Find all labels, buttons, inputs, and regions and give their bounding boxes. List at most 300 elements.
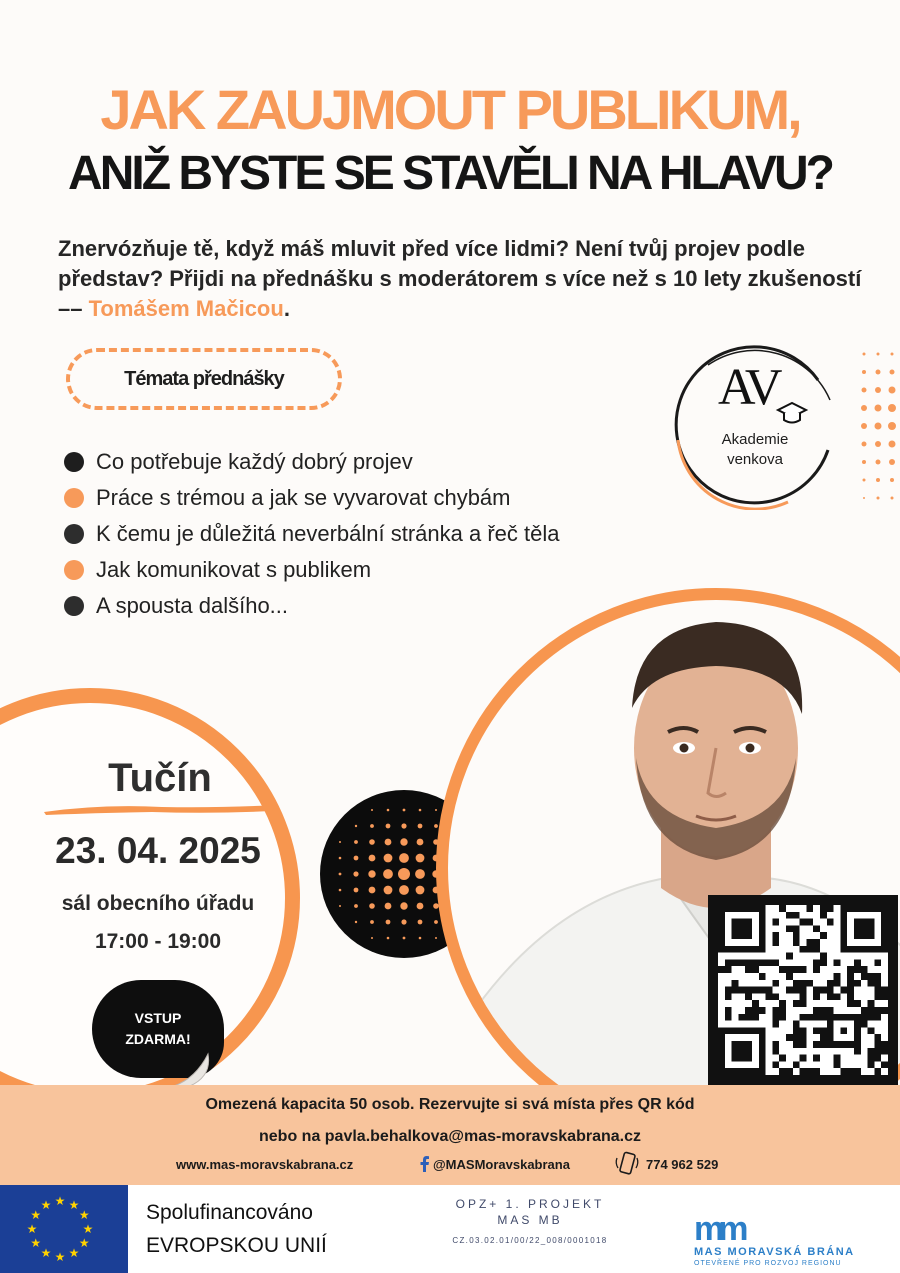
qr-module: [874, 1048, 881, 1055]
qr-module: [806, 1068, 813, 1075]
qr-module: [752, 966, 759, 973]
speaker-name: Tomášem Mačicou: [88, 296, 284, 321]
qr-module: [813, 987, 820, 994]
event-place: Tučín: [108, 756, 212, 800]
qr-module: [786, 1034, 793, 1041]
qr-module: [786, 912, 793, 919]
qr-module: [881, 1048, 888, 1055]
eu-star: ★: [40, 1246, 52, 1261]
qr-module: [854, 919, 874, 939]
event-time: 17:00 - 19:00: [94, 930, 222, 953]
qr-module: [847, 966, 854, 973]
qr-module: [813, 959, 820, 966]
qr-module: [793, 1041, 800, 1048]
qr-module: [793, 1061, 800, 1068]
qr-module: [834, 973, 841, 980]
qr-module: [868, 1048, 875, 1055]
halftone-dot: [383, 869, 393, 879]
badge-line1: VSTUP: [134, 1010, 182, 1026]
qr-module: [772, 932, 779, 939]
qr-module: [806, 939, 813, 946]
halftone-dot: [400, 902, 407, 909]
halftone-dot: [354, 840, 358, 844]
halftone-dot: [434, 920, 438, 924]
qr-module: [813, 1041, 820, 1048]
list-item: [64, 516, 559, 552]
qr-module: [820, 987, 827, 994]
eu-line2: EVROPSKOU UNIÍ: [146, 1234, 327, 1257]
halftone-dot: [418, 920, 423, 925]
eu-flag: [0, 1185, 128, 1273]
qr-module: [820, 932, 827, 939]
qr-module: [813, 939, 820, 946]
qr-module: [793, 1021, 800, 1028]
qr-module: [772, 1061, 779, 1068]
opz-line1: OPZ+ 1. PROJEKT: [455, 1197, 605, 1211]
qr-module: [772, 1007, 779, 1014]
phone-icon: [614, 1150, 640, 1176]
qr-module: [772, 1014, 779, 1021]
qr-module: [820, 1041, 827, 1048]
qr-module: [779, 905, 786, 912]
qr-module: [874, 1041, 881, 1048]
logo-line1: Akademie: [721, 431, 789, 448]
qr-module: [813, 925, 820, 932]
qr-module: [793, 987, 800, 994]
halftone-dot: [415, 869, 425, 879]
brush-underline: [42, 800, 278, 818]
qr-module: [752, 1014, 759, 1021]
qr-module: [813, 1027, 820, 1034]
halftone-dot: [386, 824, 391, 829]
qr-module: [759, 987, 766, 994]
qr-module: [881, 1061, 888, 1068]
qr-module: [874, 1014, 881, 1021]
halftone-dot: [416, 854, 425, 863]
qr-module: [772, 1041, 779, 1048]
qr-module: [800, 1055, 807, 1062]
qr-module: [861, 973, 868, 980]
qr-module: [827, 905, 834, 912]
qr-module: [759, 1007, 766, 1014]
halftone-dot: [385, 903, 392, 910]
halftone-dot: [403, 937, 406, 940]
opz-registration-code: CZ.03.02.01/00/22_008/0001018: [452, 1236, 608, 1245]
halftone-dot: [417, 839, 424, 846]
halftone-dot: [399, 885, 409, 895]
qr-module: [800, 1027, 807, 1034]
qr-module: [786, 1068, 793, 1075]
topics-list: [64, 444, 559, 624]
halftone-dot: [339, 857, 342, 860]
qr-module: [834, 1061, 841, 1068]
qr-module: [745, 1007, 752, 1014]
list-item: [64, 444, 559, 480]
qr-module: [813, 946, 820, 953]
list-item-label: K čemu je důležitá neverbální stránka a řeč těla: [96, 521, 560, 546]
qr-module: [732, 1041, 752, 1061]
qr-module: [854, 959, 861, 966]
qr-module: [874, 1007, 881, 1014]
qr-module: [752, 1007, 759, 1014]
reservation-email-text[interactable]: nebo na pavla.behalkova@mas-moravskabrana.cz: [259, 1128, 641, 1145]
halftone-dot: [398, 868, 410, 880]
qr-module: [840, 1068, 847, 1075]
halftone-dot: [354, 856, 359, 861]
halftone-dot: [370, 920, 374, 924]
qr-module: [820, 1034, 827, 1041]
intro-text: Znervózňuje tě, když máš mluvit před více lidmi? Není tvůj projev podle představ? Přijdi na přednášku s moderátorem s více než s 10 lety zkušeností ––: [58, 236, 862, 321]
qr-module: [725, 966, 732, 973]
halftone-dot: [369, 887, 376, 894]
eu-star: ★: [82, 1222, 94, 1236]
eu-cofinanced-text: [146, 1196, 327, 1262]
halftone-dot: [369, 903, 375, 909]
graduation-cap-icon: [778, 403, 806, 423]
eu-line1: Spolufinancováno: [146, 1201, 313, 1224]
event-venue: sál obecního úřadu: [61, 892, 255, 915]
badge-line2: ZDARMA!: [125, 1031, 191, 1047]
qr-module: [793, 939, 800, 946]
eu-star: ★: [54, 1250, 66, 1264]
list-item: [64, 480, 559, 516]
qr-module: [868, 1027, 875, 1034]
qr-module: [772, 980, 779, 987]
halftone-dot: [419, 809, 422, 812]
halftone-dot: [369, 839, 375, 845]
qr-module: [834, 980, 841, 987]
halftone-dot: [387, 809, 390, 812]
opz-project-title: [420, 1196, 640, 1228]
intro-end: .: [283, 296, 290, 321]
qr-module: [745, 993, 752, 1000]
list-item-label: Práce s trémou a jak se vyvarovat chybám: [96, 485, 511, 510]
qr-module: [759, 973, 766, 980]
qr-module: [718, 966, 725, 973]
qr-module: [874, 1068, 881, 1075]
qr-module: [847, 987, 854, 994]
halftone-dot: [387, 937, 390, 940]
qr-module: [834, 1055, 841, 1062]
qr-module: [800, 1068, 807, 1075]
halftone-dot: [371, 937, 373, 939]
halftone-dot: [401, 919, 406, 924]
qr-module: [779, 1014, 786, 1021]
qr-module: [813, 1014, 820, 1021]
headline-line1: JAK ZAUJMOUT PUBLIKUM,: [100, 78, 800, 141]
logo-line2: venkova: [727, 451, 783, 468]
eu-star: ★: [68, 1197, 80, 1212]
logo-name: [700, 430, 810, 470]
halftone-dot: [384, 854, 393, 863]
qr-module: [793, 980, 800, 987]
mas-logo-letter: m: [718, 1210, 745, 1248]
mas-logo-mark: [694, 1212, 744, 1246]
qr-module: [820, 1027, 827, 1034]
qr-module: [800, 919, 807, 926]
qr-module: [779, 1055, 786, 1062]
bullet-dot: [64, 524, 84, 544]
qr-module: [868, 1055, 875, 1062]
qr-module: [752, 987, 759, 994]
qr-module: [827, 980, 834, 987]
qr-module: [732, 980, 739, 987]
halftone-dot: [418, 824, 423, 829]
qr-module: [745, 966, 752, 973]
qr-module: [779, 1000, 786, 1007]
qr-module: [868, 980, 875, 987]
qr-module: [766, 959, 773, 966]
qr-module: [752, 1000, 759, 1007]
halftone-dot: [435, 937, 437, 939]
qr-module: [854, 1048, 861, 1055]
qr-module: [772, 1021, 779, 1028]
qr-module: [806, 919, 813, 926]
halftone-dot: [435, 809, 437, 811]
qr-module: [827, 993, 834, 1000]
bullet-dot: [64, 560, 84, 580]
halftone-dot: [355, 921, 357, 923]
mas-name: MAS MORAVSKÁ BRÁNA: [694, 1246, 855, 1258]
qr-module: [732, 919, 752, 939]
website-link[interactable]: www.mas-moravskabrana.cz: [176, 1157, 354, 1172]
qr-module: [847, 980, 854, 987]
qr-module: [793, 966, 800, 973]
bullet-dot: [64, 488, 84, 508]
opz-line2: MAS MB: [497, 1213, 563, 1227]
qr-module: [813, 1055, 820, 1062]
eu-star: ★: [26, 1222, 38, 1236]
qr-module: [800, 1000, 807, 1007]
halftone-dot: [419, 937, 422, 940]
qr-module: [874, 1055, 881, 1062]
qr-module: [786, 953, 793, 960]
qr-module: [786, 973, 793, 980]
eu-star: ★: [40, 1197, 52, 1212]
qr-module: [854, 1000, 861, 1007]
qr-module: [827, 987, 834, 994]
intro-paragraph: [58, 234, 868, 324]
qr-module: [766, 987, 773, 994]
qr-module: [868, 1014, 875, 1021]
qr-module: [820, 1014, 827, 1021]
qr-module: [847, 1000, 854, 1007]
phone-number[interactable]: 774 962 529: [646, 1157, 719, 1172]
qr-module: [827, 919, 834, 926]
qr-module: [786, 925, 793, 932]
halftone-dot: [353, 871, 358, 876]
qr-module: [800, 1034, 807, 1041]
qr-module: [874, 980, 881, 987]
qr-module: [806, 980, 813, 987]
qr-module: [820, 905, 827, 912]
eu-star: ★: [68, 1246, 80, 1261]
qr-module: [827, 1007, 834, 1014]
qr-module: [800, 946, 807, 953]
qr-module: [800, 966, 807, 973]
mas-logo-letter: m: [694, 1210, 721, 1248]
qr-module: [881, 987, 888, 994]
qr-module: [800, 1041, 807, 1048]
qr-module: [820, 959, 827, 966]
qr-module: [725, 1007, 732, 1014]
topics-heading: Témata přednášky: [66, 348, 342, 410]
qr-module: [813, 1007, 820, 1014]
eu-star: ★: [78, 1208, 90, 1222]
halftone-dot: [417, 903, 424, 910]
halftone-dot: [369, 855, 376, 862]
halftone-dot: [368, 870, 375, 877]
qr-module: [793, 1000, 800, 1007]
qr-module: [793, 912, 800, 919]
qr-module: [868, 1007, 875, 1014]
halftone-dot: [339, 873, 342, 876]
event-date: 23. 04. 2025: [55, 830, 261, 871]
facebook-handle[interactable]: @MASMoravskabrana: [433, 1157, 570, 1172]
halftone-dot: [403, 809, 406, 812]
qr-module: [800, 980, 807, 987]
list-item-label: A spousta dalšího...: [96, 593, 289, 618]
qr-module: [738, 1014, 745, 1021]
qr-module: [854, 966, 861, 973]
qr-module: [779, 1068, 786, 1075]
qr-module: [854, 980, 861, 987]
qr-module: [881, 1041, 888, 1048]
halftone-dot: [416, 886, 425, 895]
qr-module: [861, 1007, 868, 1014]
halftone-dot: [385, 839, 392, 846]
qr-module: [820, 1007, 827, 1014]
qr-module: [861, 1014, 868, 1021]
eu-stars-icon: [0, 1185, 128, 1273]
qr-module: [793, 1027, 800, 1034]
halftone-dot: [339, 905, 341, 907]
decorative-dot-grid-right: [858, 350, 900, 510]
qr-module: [868, 1061, 875, 1068]
qr-module: [793, 932, 800, 939]
qr-module: [874, 993, 881, 1000]
facebook-icon: [418, 1156, 430, 1172]
qr-module: [874, 1034, 881, 1041]
qr-module: [800, 987, 807, 994]
qr-module: [786, 987, 793, 994]
qr-module: [772, 919, 779, 926]
qr-module: [820, 912, 827, 919]
qr-module: [800, 993, 807, 1000]
qr-module: [806, 1014, 813, 1021]
halftone-dot: [386, 920, 391, 925]
qr-module: [813, 1068, 820, 1075]
qr-module: [800, 1014, 807, 1021]
qr-module: [834, 993, 841, 1000]
headline-line2: ANIŽ BYSTE SE STAVĚLI NA HLAVU?: [68, 147, 832, 200]
qr-module: [854, 1068, 861, 1075]
halftone-dot: [370, 824, 374, 828]
badge-peel-corner: [172, 1052, 212, 1088]
halftone-dot: [434, 824, 438, 828]
qr-module: [874, 959, 881, 966]
qr-module: [745, 987, 752, 994]
qr-module: [806, 946, 813, 953]
eu-star: ★: [30, 1208, 42, 1222]
qr-module: [725, 959, 732, 966]
qr-module: [874, 987, 881, 994]
qr-module: [861, 966, 868, 973]
qr-module: [738, 959, 745, 966]
halftone-dot: [384, 886, 393, 895]
bullet-dot: [64, 452, 84, 472]
qr-module: [868, 973, 875, 980]
qr-module: [752, 959, 759, 966]
qr-module: [732, 959, 739, 966]
list-item-label: Jak komunikovat s publikem: [96, 557, 372, 582]
capacity-text: Omezená kapacita 50 osob. Rezervujte si svá místa přes QR kód: [205, 1096, 695, 1113]
qr-code[interactable]: [708, 895, 898, 1085]
qr-module: [725, 993, 732, 1000]
eu-star: ★: [54, 1194, 66, 1208]
qr-module: [813, 966, 820, 973]
qr-module: [840, 987, 847, 994]
list-item-label: Co potřebuje každý dobrý projev: [96, 449, 413, 474]
qr-module: [793, 925, 800, 932]
qr-module: [745, 959, 752, 966]
halftone-dot: [339, 889, 342, 892]
halftone-dot: [355, 825, 357, 827]
qr-module: [786, 966, 793, 973]
qr-module: [840, 1027, 847, 1034]
qr-code-pattern: [718, 905, 888, 1075]
halftone-dot: [401, 823, 406, 828]
qr-module: [813, 993, 820, 1000]
qr-module: [725, 987, 732, 994]
qr-module: [847, 1068, 854, 1075]
eu-star: ★: [78, 1236, 90, 1250]
halftone-dot: [354, 888, 359, 893]
qr-module: [772, 939, 779, 946]
qr-module: [820, 953, 827, 960]
qr-module: [847, 993, 854, 1000]
qr-module: [868, 1000, 875, 1007]
halftone-dot: [399, 853, 409, 863]
halftone-dot: [339, 841, 341, 843]
qr-module: [745, 1014, 752, 1021]
mas-tagline: OTEVŘENÉ PRO ROZVOJ REGIONU: [694, 1260, 842, 1267]
halftone-dot: [400, 838, 407, 845]
qr-module: [732, 987, 739, 994]
qr-module: [874, 973, 881, 980]
qr-module: [772, 993, 779, 1000]
qr-module: [766, 993, 773, 1000]
logo-initials: AV: [718, 359, 779, 416]
qr-module: [772, 959, 779, 966]
qr-module: [793, 1034, 800, 1041]
qr-module: [772, 1048, 779, 1055]
halftone-dot: [354, 904, 358, 908]
qr-module: [881, 993, 888, 1000]
qr-module: [738, 987, 745, 994]
bullet-dot: [64, 596, 84, 616]
list-item: [64, 552, 559, 588]
qr-module: [725, 1014, 732, 1021]
qr-module: [779, 966, 786, 973]
qr-module: [806, 905, 813, 912]
qr-module: [759, 959, 766, 966]
qr-module: [779, 1007, 786, 1014]
qr-module: [834, 959, 841, 966]
halftone-dot: [371, 809, 373, 811]
qr-module: [881, 1007, 888, 1014]
eu-star: ★: [30, 1236, 42, 1250]
